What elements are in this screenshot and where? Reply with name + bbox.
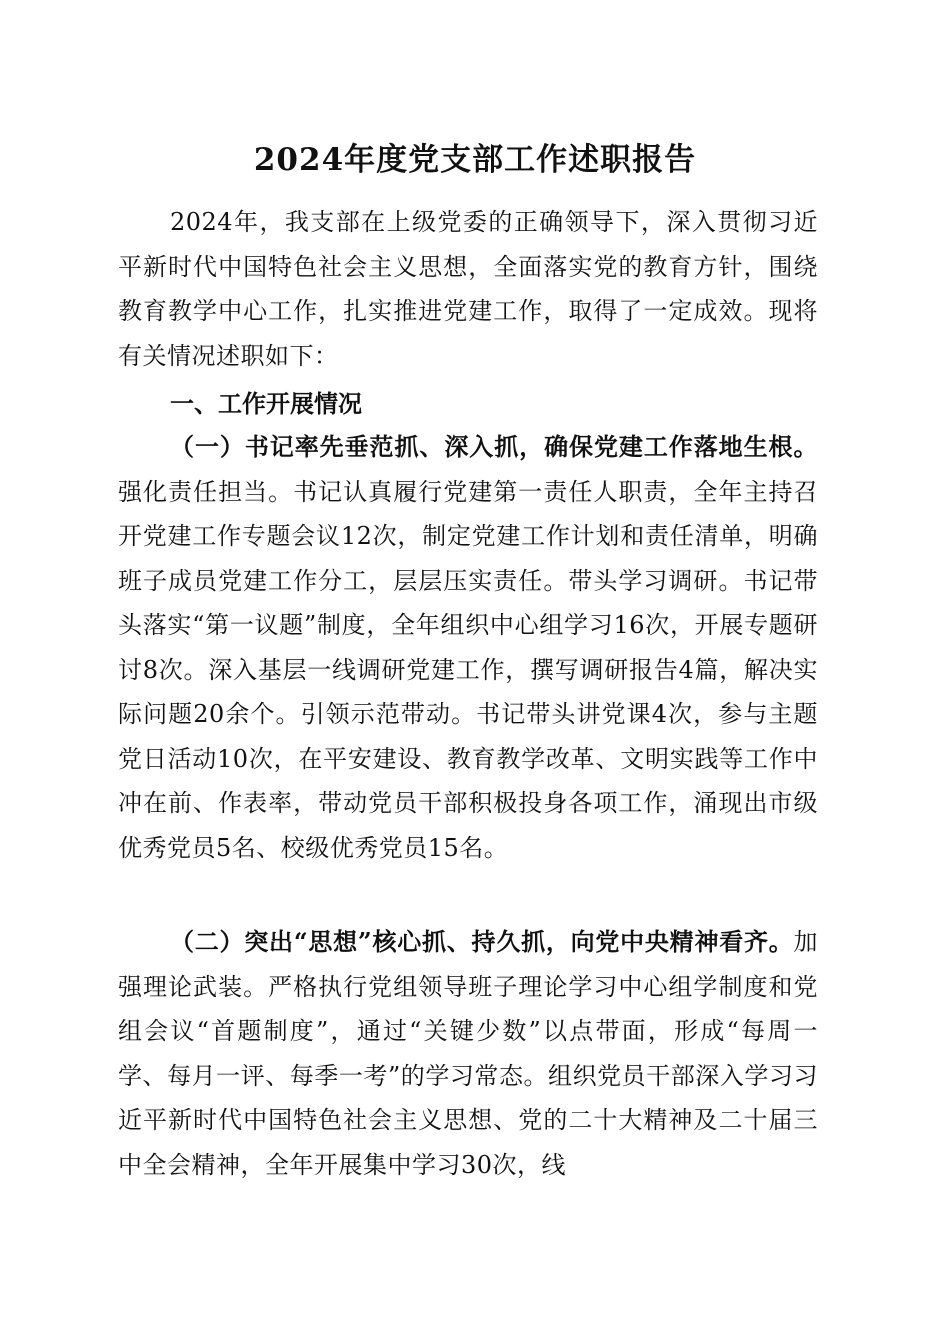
subsection-1-heading: （一）书记率先垂范抓、深入抓，确保党建工作落地生根。 — [170, 432, 818, 461]
subsection-1-body: 强化责任担当。书记认真履行党建第一责任人职责，全年主持召开党建工作专题会议12次，制定党建工作计划和责任清单，明确班子成员党建工作分工，层层压实责任。带头学习调研。书记带头落实“第一议题”制度，全年组织中心组学习16次，开展专题研讨8次。深入基层一线调研党建工作，撰写调研报告4篇，解决实际问题20余个。引领示范带动。书记带头讲党课4次，参与主题党日活动10次，在平安建设、教育教学改革、文明实践等工作中冲在前、作表率，带动党员干部积极投身各项工作，涌现出市级优秀党员5名、校级优秀党员15名。 — [118, 477, 818, 862]
document-title: 2024年度党支部工作述职报告 — [253, 142, 697, 178]
subsection-2-body: 加强理论武装。严格执行党组领导班子理论学习中心组学制度和党组会议“首题制度”，通过“关键少数”以点带面，形成“每周一学、每月一评、每季一考”的学习常态。组织党员干部深入学习习近平新时代中国特色社会主义思想、党的二十大精神及二十届三中全会精神，全年开展集中学习30次，线 — [118, 928, 818, 1179]
intro-paragraph: 2024年，我支部在上级党委的正确领导下，深入贯彻习近平新时代中国特色社会主义思想，全面落实党的教育方针，围绕教育教学中心工作，扎实推进党建工作，取得了一定成效。现将有关情况述职如下： — [118, 208, 818, 370]
subsection-2-paragraph — [118, 920, 818, 1187]
section-heading: 一、工作开展情况 — [170, 390, 362, 418]
subsection-1-paragraph — [118, 425, 818, 870]
subsection-2-heading: （二）突出“思想”核心抓、持久抓，向党中央精神看齐。 — [170, 927, 794, 956]
